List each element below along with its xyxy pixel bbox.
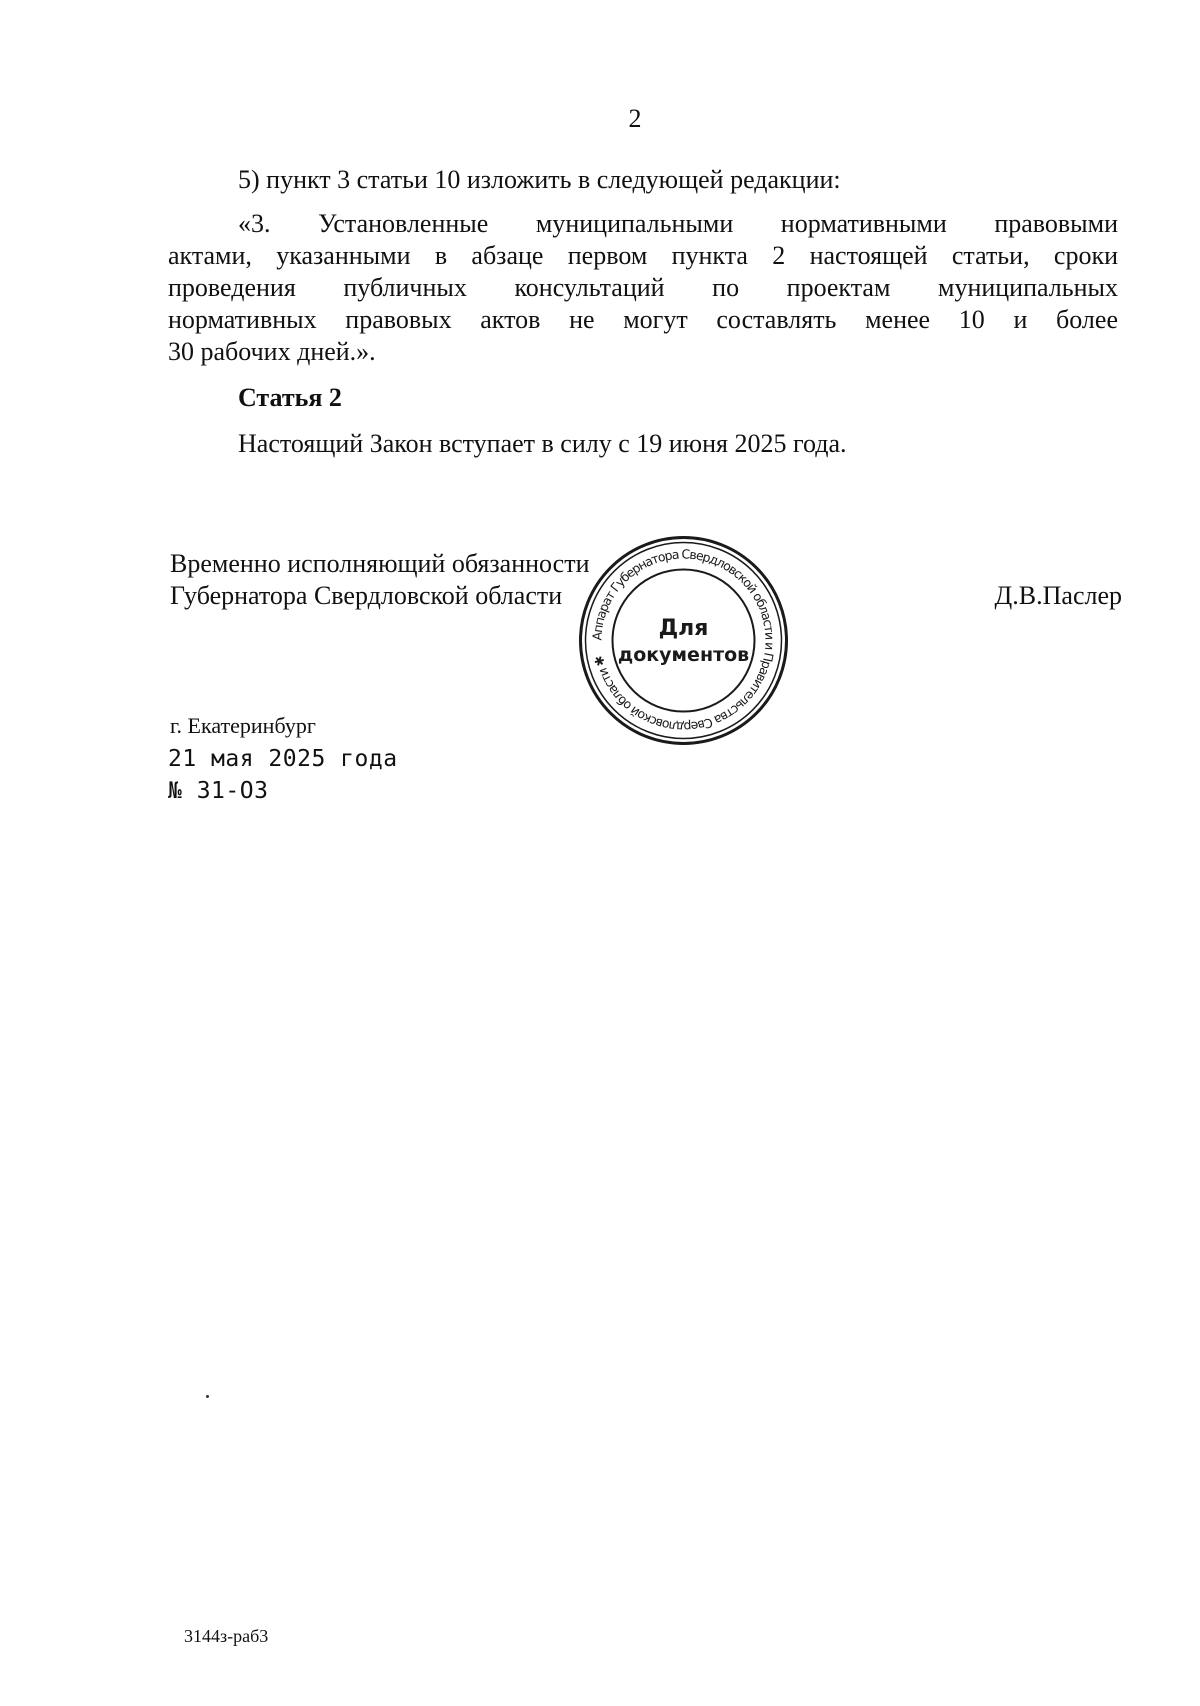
law-number: № 31-ОЗ: [168, 778, 269, 804]
quote-line-3: проведения публичных консультаций по проектам муниципальных: [168, 273, 1118, 302]
seal-ring-text: Аппарат Губернатора Свердловской области и Правительства Свердловской области ✱: [589, 546, 778, 735]
signer-name: Д.В.Паслер: [994, 581, 1122, 610]
footer-code: 3144з-раб3: [184, 1626, 269, 1646]
quote-line-1: «3. Установленные муниципальными нормативными правовыми: [238, 209, 1118, 238]
page-number: 2: [628, 104, 642, 133]
article-2-heading: Статья 2: [238, 383, 342, 412]
signer-title-line-1: Временно исполняющий обязанности: [170, 549, 590, 578]
item-5-paragraph: 5) пункт 3 статьи 10 изложить в следующей редакции:: [238, 165, 841, 194]
scan-speck: [206, 1395, 209, 1398]
quote-line-5: 30 рабочих дней.».: [168, 337, 376, 366]
place-of-signing: г. Екатеринбург: [170, 713, 316, 738]
seal-center-line-1: Для: [658, 616, 709, 641]
article-2-text: Настоящий Закон вступает в силу с 19 июня 2025 года.: [238, 429, 847, 458]
official-seal: [576, 533, 791, 748]
quote-line-2: актами, указанными в абзаце первом пункта 2 настоящей статьи, сроки: [168, 241, 1118, 270]
signing-date: 21 мая 2025 года: [168, 746, 398, 772]
signer-title-line-2: Губернатора Свердловской области: [170, 581, 563, 610]
seal-center-line-2: документов: [617, 644, 750, 666]
quote-line-4: нормативных правовых актов не могут составлять менее 10 и более: [168, 305, 1118, 334]
